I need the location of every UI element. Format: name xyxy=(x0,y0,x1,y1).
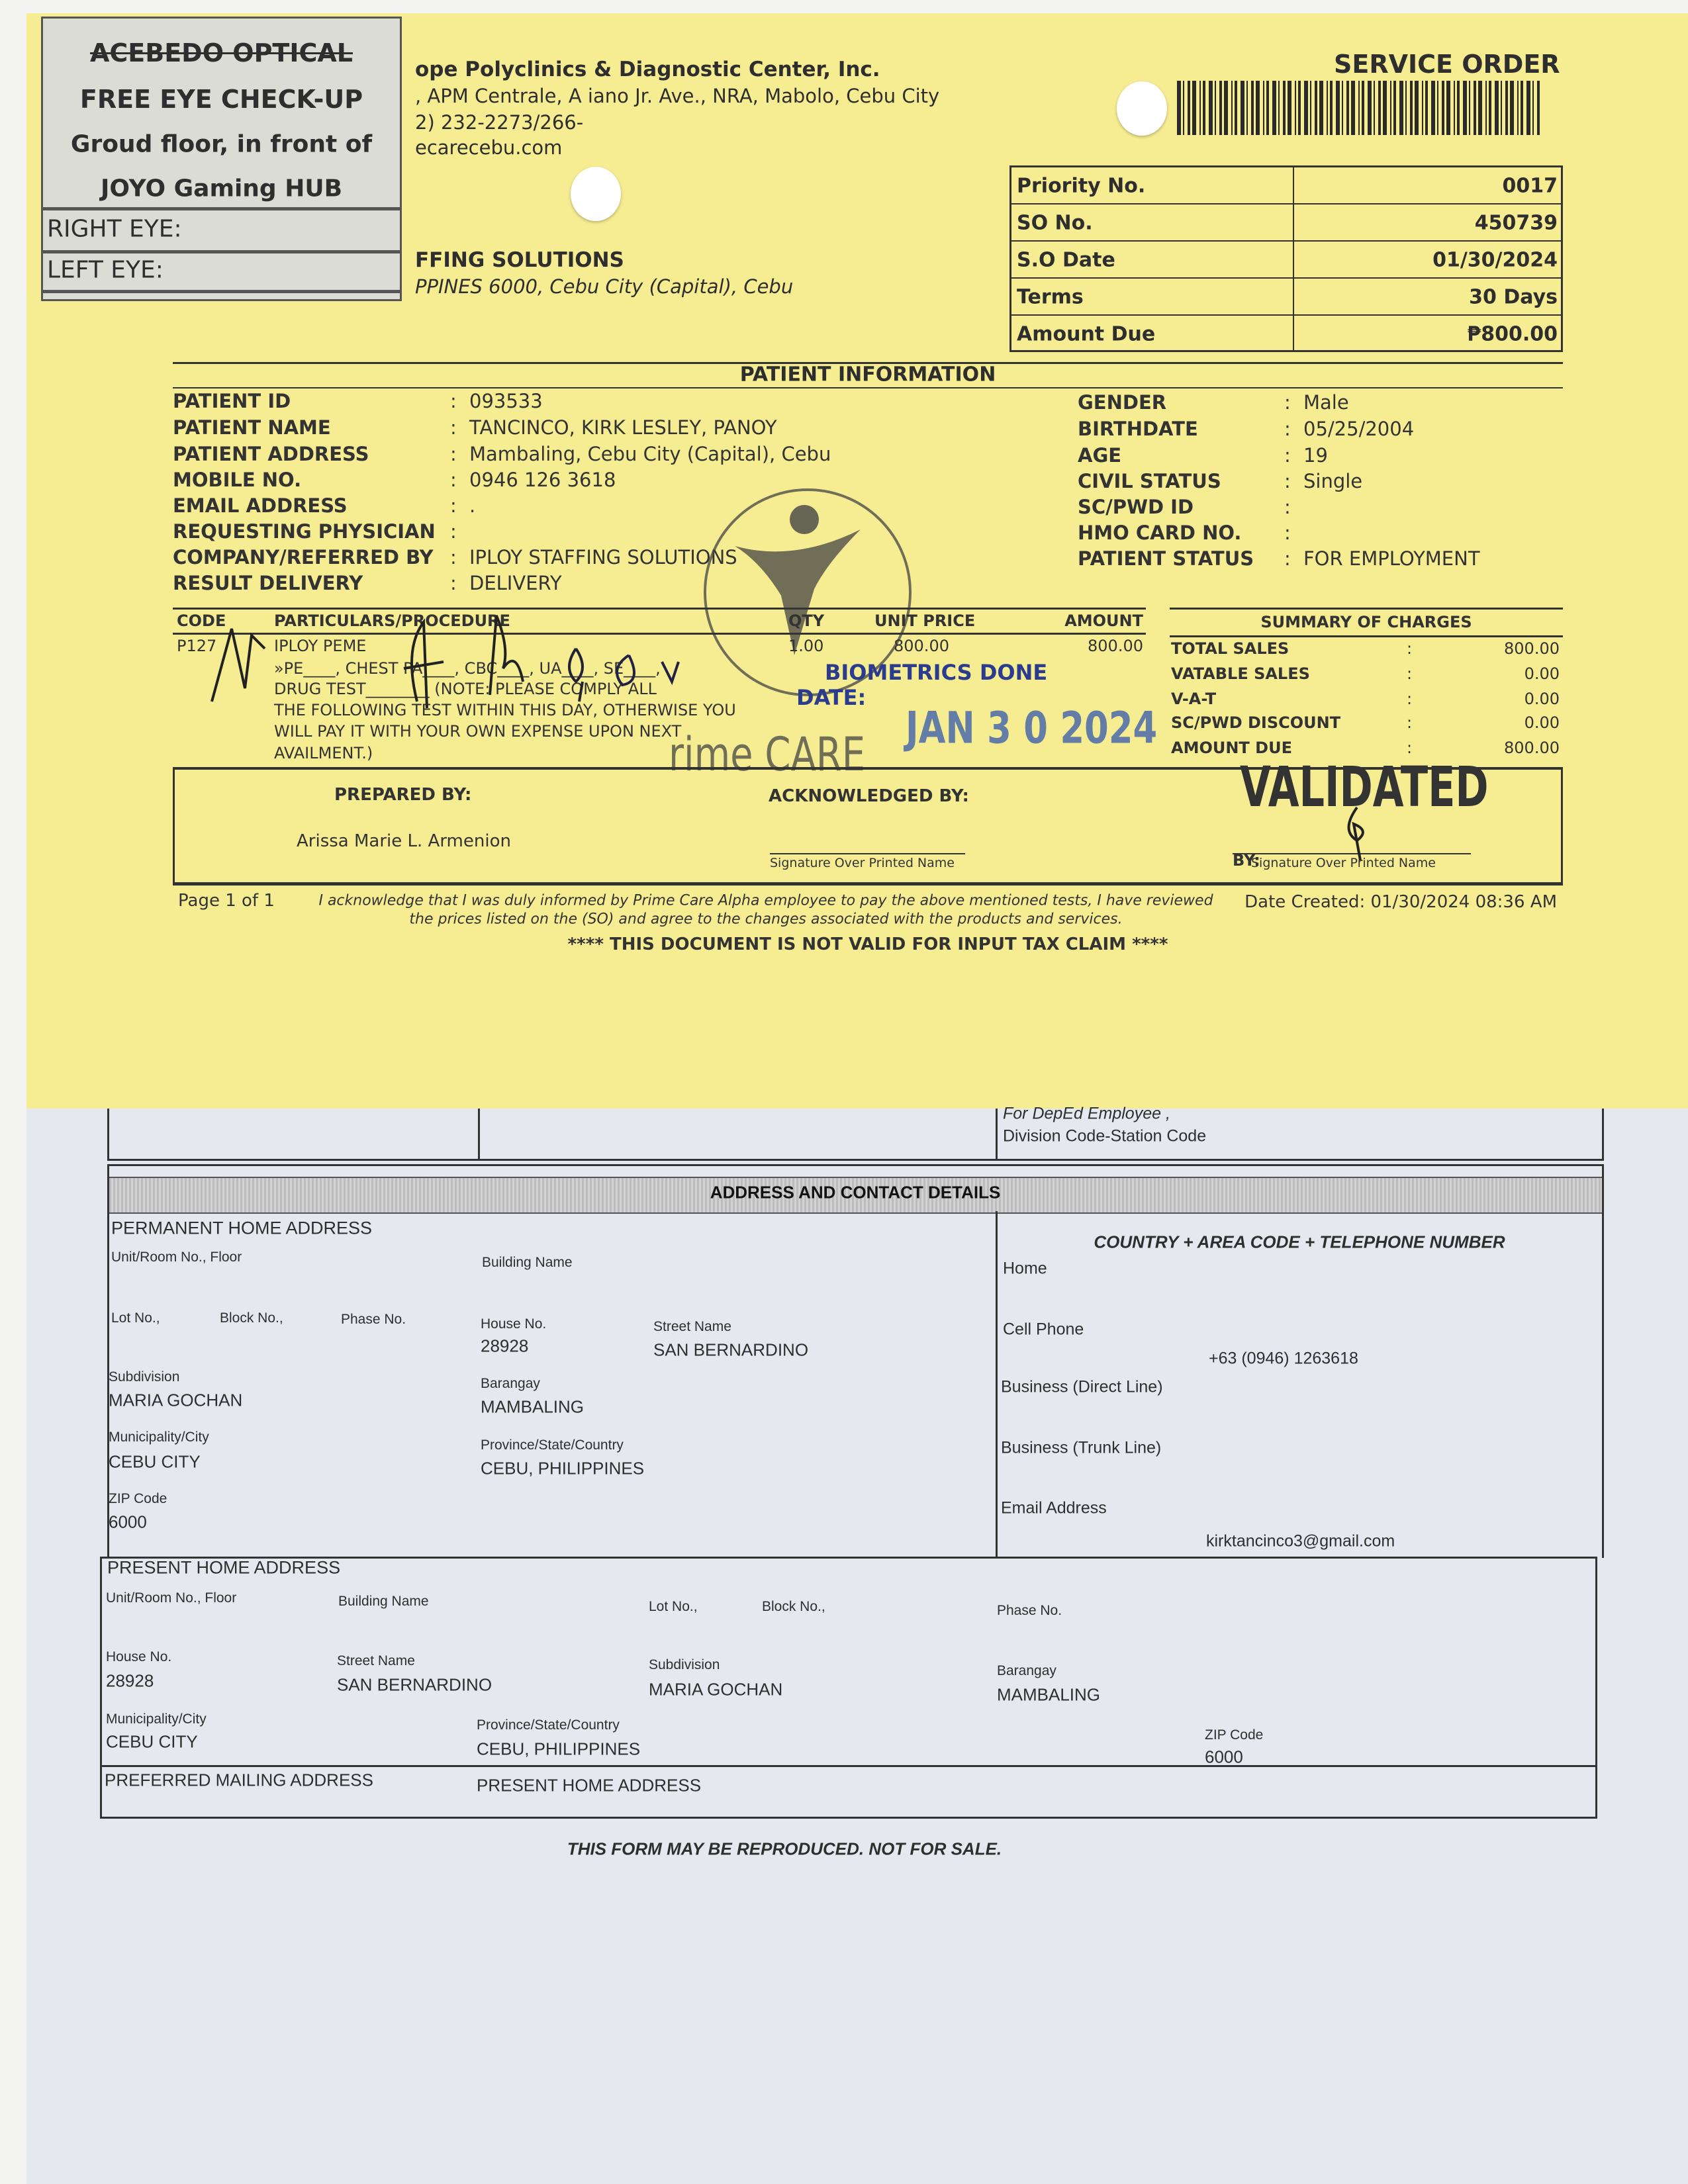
province-label: Province/State/Country xyxy=(477,1717,620,1733)
barcode-bar xyxy=(1390,81,1391,135)
amount-due-value: ₱800.00 xyxy=(1467,322,1558,346)
lot-label: Lot No., xyxy=(649,1599,698,1614)
house-value: 28928 xyxy=(106,1670,154,1691)
colon: : xyxy=(1284,547,1291,570)
colon: : xyxy=(1284,418,1291,440)
barcode-bar xyxy=(1374,81,1375,135)
zip-label: ZIP Code xyxy=(1205,1727,1264,1743)
email-address: . xyxy=(469,494,476,517)
biometrics-stamp: BIOMETRICS DONE xyxy=(825,660,1048,685)
so-no-label: SO No. xyxy=(1017,211,1093,235)
building-label: Building Name xyxy=(482,1255,573,1270)
clinic-name: ope Polyclinics & Diagnostic Center, Inc. xyxy=(415,58,880,81)
colon: : xyxy=(1284,470,1291,492)
service-order-title: SERVICE ORDER xyxy=(1334,50,1560,79)
city-value: CEBU CITY xyxy=(106,1731,198,1752)
by-label: BY: xyxy=(1233,851,1260,870)
barcode-bar xyxy=(1415,81,1419,135)
colon: : xyxy=(1407,690,1413,708)
age: 19 xyxy=(1303,444,1328,467)
col-qty: QTY xyxy=(788,612,825,630)
field-label: REQUESTING PHYSICIAN xyxy=(173,520,436,543)
barcode-bar xyxy=(1215,81,1216,135)
barcode-bar xyxy=(1383,81,1387,135)
barcode-bar xyxy=(1469,81,1470,135)
barcode-bar xyxy=(1288,81,1291,135)
prepared-by-label: PREPARED BY: xyxy=(334,785,472,805)
total-sales: 800.00 xyxy=(1504,639,1560,658)
patient-address: Mambaling, Cebu City (Capital), Cebu xyxy=(469,443,831,465)
barcode-bar xyxy=(1298,81,1301,135)
colon: : xyxy=(1407,639,1413,658)
service-order-table xyxy=(1009,165,1563,352)
barcode-bar xyxy=(1342,81,1343,135)
business-trunk-label: Business (Trunk Line) xyxy=(1001,1438,1162,1457)
barcode-bar xyxy=(1457,81,1460,135)
barcode-bar xyxy=(1495,81,1499,135)
signature-label-approver: Signature Over Printed Name xyxy=(1251,856,1436,870)
item-particulars-line: AVAILMENT.) xyxy=(274,744,373,762)
permanent-title: PERMANENT HOME ADDRESS xyxy=(111,1218,373,1238)
colon: : xyxy=(450,494,457,517)
field-label: SC/PWD ID xyxy=(1078,496,1194,518)
barcode-bar xyxy=(1304,81,1308,135)
barcode-bar xyxy=(1442,81,1444,135)
section-title: ADDRESS AND CONTACT DETAILS xyxy=(710,1182,1001,1203)
item-particulars-line: DRUG TEST________ (NOTE: PLEASE COMPLY ALL xyxy=(274,680,657,698)
street-label: Street Name xyxy=(653,1319,731,1334)
cell-phone-value: +63 (0946) 1263618 xyxy=(1209,1349,1358,1368)
barcode-bar xyxy=(1463,81,1467,135)
barcode-bar xyxy=(1362,81,1364,135)
province-value: CEBU, PHILIPPINES xyxy=(477,1739,641,1759)
barcode-bar xyxy=(1272,81,1276,135)
vat: 0.00 xyxy=(1524,690,1560,708)
page-number: Page 1 of 1 xyxy=(178,891,275,911)
barcode-bar xyxy=(1246,81,1248,135)
patient-status: FOR EMPLOYMENT xyxy=(1303,547,1480,570)
barcode-bar xyxy=(1278,81,1280,135)
barcode-bar xyxy=(1203,81,1205,135)
colon: : xyxy=(1407,713,1413,732)
building-label: Building Name xyxy=(338,1594,429,1609)
col-unit-price: UNIT PRICE xyxy=(874,612,976,630)
field-label: PATIENT NAME xyxy=(173,416,331,439)
gender: Male xyxy=(1303,391,1349,414)
field-label: COMPANY/REFERRED BY xyxy=(173,546,434,569)
field-label: PATIENT STATUS xyxy=(1078,547,1254,570)
preferred-mailing-label: PREFERRED MAILING ADDRESS xyxy=(105,1770,373,1790)
col-amount: AMOUNT xyxy=(1064,612,1143,630)
item-amount: 800.00 xyxy=(1088,637,1143,655)
optical-line2: Groud floor, in front of xyxy=(70,130,373,158)
divider xyxy=(43,290,400,293)
barcode-bar xyxy=(1235,81,1237,135)
divider xyxy=(1170,608,1563,610)
present-title: PRESENT HOME ADDRESS xyxy=(107,1557,341,1578)
col-code: CODE xyxy=(177,612,226,630)
divider xyxy=(107,1109,109,1160)
deped-label: For DepEd Employee , xyxy=(1003,1104,1170,1123)
validated-stamp: VALIDATED xyxy=(1240,754,1489,819)
subdivision-label: Subdivision xyxy=(109,1369,180,1385)
barcode-bar xyxy=(1521,81,1523,135)
barcode-bar xyxy=(1327,81,1328,135)
barcode-bar xyxy=(1393,81,1396,135)
result-delivery: DELIVERY xyxy=(469,572,562,594)
barcode-bar xyxy=(1219,81,1222,135)
barcode-bar xyxy=(1425,81,1428,135)
barcode-bar xyxy=(1183,81,1184,135)
street-value: SAN BERNARDINO xyxy=(653,1340,809,1360)
business-direct-label: Business (Direct Line) xyxy=(1001,1377,1163,1396)
barangay-value: MAMBALING xyxy=(997,1684,1101,1705)
birthdate: 05/25/2004 xyxy=(1303,418,1415,440)
summary-amount-due: 800.00 xyxy=(1504,739,1560,757)
email-label: Email Address xyxy=(1001,1498,1107,1518)
barangay-label: Barangay xyxy=(481,1376,540,1391)
province-value: CEBU, PHILIPPINES xyxy=(481,1458,645,1479)
house-label: House No. xyxy=(481,1316,547,1332)
field-label: GENDER xyxy=(1078,391,1167,414)
email-value: kirktancinco3@gmail.com xyxy=(1206,1531,1395,1551)
field-label: RESULT DELIVERY xyxy=(173,572,363,594)
client-address: PPINES 6000, Cebu City (Capital), Cebu xyxy=(415,275,794,298)
field-label: BIRTHDATE xyxy=(1078,418,1198,440)
mobile-no: 0946 126 3618 xyxy=(469,469,616,491)
barcode-bar xyxy=(1505,81,1508,135)
phase-label: Phase No. xyxy=(997,1603,1062,1618)
barcode-bar xyxy=(1177,81,1181,135)
item-unit-price: 800.00 xyxy=(894,637,949,655)
barcode-bar xyxy=(1295,81,1296,135)
barcode-bar xyxy=(1351,81,1355,135)
house-label: House No. xyxy=(106,1649,172,1664)
right-eye-label: RIGHT EYE: xyxy=(47,215,182,243)
summary-label: V-A-T xyxy=(1171,690,1217,708)
punch-hole xyxy=(1117,81,1167,136)
barcode-bar xyxy=(1526,81,1530,135)
divider xyxy=(1170,635,1563,637)
barcode-bar xyxy=(1405,81,1407,135)
item-particulars-line: »PE____, CHEST PA____, CBC____, UA____, SE____, xyxy=(274,659,661,678)
colon: : xyxy=(450,390,457,412)
field-label: EMAIL ADDRESS xyxy=(173,494,348,517)
barcode-bar xyxy=(1241,81,1244,135)
acknowledgement-line2: the prices listed on the (SO) and agree to the changes associated with the products and services. xyxy=(409,911,1123,928)
optical-line3: JOYO Gaming HUB xyxy=(100,175,343,203)
not-valid-notice: **** THIS DOCUMENT IS NOT VALID FOR INPUT TAX CLAIM **** xyxy=(567,934,1168,954)
divider xyxy=(996,1211,998,1557)
street-label: Street Name xyxy=(337,1653,415,1668)
barcode xyxy=(1177,81,1543,135)
optical-line1: FREE EYE CHECK-UP xyxy=(79,85,363,114)
colon: : xyxy=(450,469,457,491)
priority-value: 0017 xyxy=(1502,174,1558,198)
lot-label: Lot No., xyxy=(111,1310,160,1326)
colon: : xyxy=(450,520,457,543)
subdivision-label: Subdivision xyxy=(649,1657,720,1672)
patient-info-title: PATIENT INFORMATION xyxy=(739,363,996,387)
barcode-bar xyxy=(1283,81,1286,135)
field-label: CIVIL STATUS xyxy=(1078,470,1221,492)
barcode-bar xyxy=(1330,81,1333,135)
division-code-label: Division Code-Station Code xyxy=(1003,1126,1207,1146)
unit-label: Unit/Room No., Floor xyxy=(106,1590,237,1606)
colon: : xyxy=(1284,496,1291,518)
summary-label: SC/PWD DISCOUNT xyxy=(1171,713,1341,732)
terms-value: 30 Days xyxy=(1469,285,1558,309)
house-value: 28928 xyxy=(481,1336,529,1356)
barcode-bar xyxy=(1454,81,1455,135)
item-code: P127 xyxy=(177,637,217,655)
summary-title: SUMMARY OF CHARGES xyxy=(1260,613,1472,631)
barcode-bar xyxy=(1209,81,1213,135)
barcode-bar xyxy=(1224,81,1228,135)
barcode-bar xyxy=(1510,81,1514,135)
date-stamp-label: DATE: xyxy=(796,685,867,710)
barangay-value: MAMBALING xyxy=(481,1396,585,1417)
barcode-bar xyxy=(1437,81,1438,135)
barcode-bar xyxy=(1315,81,1317,135)
item-particulars-line: THE FOLLOWING TEST WITHIN THIS DAY, OTHERWISE YOU xyxy=(274,701,736,719)
so-no-value: 450739 xyxy=(1474,211,1558,235)
cell-phone-label: Cell Phone xyxy=(1003,1320,1084,1339)
handwritten-marks xyxy=(205,609,735,715)
colon: : xyxy=(450,572,457,594)
city-label: Municipality/City xyxy=(109,1430,209,1445)
barcode-bar xyxy=(1422,81,1423,135)
city-label: Municipality/City xyxy=(106,1711,207,1727)
barcode-bar xyxy=(1410,81,1413,135)
barcode-bar xyxy=(1485,81,1487,135)
signature-line xyxy=(770,853,965,854)
street-value: SAN BERNARDINO xyxy=(337,1674,492,1695)
field-label: MOBILE NO. xyxy=(173,469,302,491)
barcode-bar xyxy=(1192,81,1196,135)
field-label: PATIENT ADDRESS xyxy=(173,443,369,465)
prime-care-stamp: rime CARE xyxy=(669,727,866,782)
field-label: HMO CARD NO. xyxy=(1078,522,1242,544)
clinic-website: ecarecebu.com xyxy=(415,136,563,159)
colon: : xyxy=(1407,664,1413,683)
barcode-bar xyxy=(1310,81,1311,135)
colon: : xyxy=(1284,391,1291,414)
divider xyxy=(43,207,400,210)
barcode-bar xyxy=(1501,81,1502,135)
sc-pwd-discount: 0.00 xyxy=(1524,713,1560,732)
phase-label: Phase No. xyxy=(341,1312,406,1327)
summary-label: TOTAL SALES xyxy=(1171,639,1289,658)
unit-label: Unit/Room No., Floor xyxy=(111,1250,242,1265)
acknowledgement-line1: I acknowledge that I was duly informed by Prime Care Alpha employee to pay the above mentioned tests, I have reviewed xyxy=(318,892,1213,909)
punch-hole xyxy=(571,167,621,221)
acknowledged-by-label: ACKNOWLEDGED BY: xyxy=(769,786,969,806)
colon: : xyxy=(450,416,457,439)
divider xyxy=(107,1159,1604,1161)
client-name: FFING SOLUTIONS xyxy=(415,248,624,272)
contact-title: COUNTRY + AREA CODE + TELEPHONE NUMBER xyxy=(1094,1232,1505,1252)
barcode-bar xyxy=(1319,81,1323,135)
zip-value: 6000 xyxy=(1205,1747,1243,1767)
clinic-address: , APM Centrale, A iano Jr. Ave., NRA, Mabolo, Cebu City xyxy=(415,85,940,107)
barcode-bar xyxy=(1378,81,1381,135)
barcode-bar xyxy=(1358,81,1360,135)
colon: : xyxy=(1284,444,1291,467)
amount-due-label: Amount Due xyxy=(1017,322,1156,346)
barcode-bar xyxy=(1537,81,1540,135)
optical-sticker xyxy=(41,17,402,301)
optical-title: ACEBEDO OPTICAL xyxy=(90,38,353,68)
barcode-bar xyxy=(1336,81,1340,135)
colon: : xyxy=(1284,522,1291,544)
field-label: PATIENT ID xyxy=(173,390,291,412)
barcode-bar xyxy=(1446,81,1450,135)
divider xyxy=(173,387,1563,388)
home-phone-label: Home xyxy=(1003,1259,1047,1278)
subdivision-value: MARIA GOCHAN xyxy=(649,1679,783,1700)
civil-status: Single xyxy=(1303,470,1363,492)
field-label: AGE xyxy=(1078,444,1122,467)
barcode-bar xyxy=(1188,81,1190,135)
patient-name: TANCINCO, KIRK LESLEY, PANOY xyxy=(469,416,777,439)
col-particulars: PARTICULARS/PROCEDURE xyxy=(274,612,510,630)
priority-label: Priority No. xyxy=(1017,174,1146,198)
barangay-label: Barangay xyxy=(997,1663,1056,1678)
barcode-bar xyxy=(1489,81,1491,135)
divider xyxy=(996,1109,998,1160)
item-qty: 1.00 xyxy=(788,637,824,655)
barcode-bar xyxy=(1346,81,1349,135)
divider xyxy=(43,250,400,253)
province-label: Province/State/Country xyxy=(481,1437,624,1453)
signature-label: Signature Over Printed Name xyxy=(770,856,955,870)
barcode-bar xyxy=(1532,81,1534,135)
item-particulars-line: WILL PAY IT WITH YOUR OWN EXPENSE UPON NEXT xyxy=(274,722,682,741)
summary-label: VATABLE SALES xyxy=(1171,664,1310,683)
barcode-bar xyxy=(1431,81,1435,135)
barcode-bar xyxy=(1399,81,1403,135)
left-eye-label: LEFT EYE: xyxy=(47,256,164,284)
zip-value: 6000 xyxy=(109,1512,147,1532)
so-date-label: S.O Date xyxy=(1017,248,1115,272)
terms-label: Terms xyxy=(1017,285,1084,309)
preparer-name: Arissa Marie L. Armenion xyxy=(297,831,511,851)
item-particulars-line: IPLOY PEME xyxy=(274,637,367,655)
colon: : xyxy=(450,443,457,465)
vatable-sales: 0.00 xyxy=(1524,664,1560,683)
form-disclaimer: THIS FORM MAY BE REPRODUCED. NOT FOR SALE. xyxy=(567,1839,1002,1859)
block-label: Block No., xyxy=(762,1599,825,1614)
barcode-bar xyxy=(1256,81,1260,135)
summary-label: AMOUNT DUE xyxy=(1171,739,1292,757)
zip-label: ZIP Code xyxy=(109,1491,167,1506)
divider xyxy=(1602,1109,1604,1160)
date-stamp: JAN 3 0 2024 xyxy=(906,702,1158,754)
colon: : xyxy=(450,546,457,569)
barcode-bar xyxy=(1368,81,1372,135)
patient-id: 093533 xyxy=(469,390,543,412)
date-created: Date Created: 01/30/2024 08:36 AM xyxy=(1244,892,1557,912)
company-referred-by: IPLOY STAFFING SOLUTIONS xyxy=(469,546,737,569)
divider xyxy=(478,1109,480,1160)
city-value: CEBU CITY xyxy=(109,1451,201,1472)
divider xyxy=(100,1765,1597,1767)
barcode-bar xyxy=(1478,81,1482,135)
colon: : xyxy=(1407,739,1413,757)
barcode-bar xyxy=(1199,81,1201,135)
barcode-bar xyxy=(1251,81,1254,135)
block-label: Block No., xyxy=(220,1310,283,1326)
subdivision-value: MARIA GOCHAN xyxy=(109,1390,243,1410)
barcode-bar xyxy=(1266,81,1269,135)
barcode-bar xyxy=(1517,81,1519,135)
barcode-bar xyxy=(1263,81,1264,135)
barcode-bar xyxy=(1474,81,1476,135)
barcode-bar xyxy=(1231,81,1233,135)
so-date-value: 01/30/2024 xyxy=(1432,248,1558,272)
preferred-mailing-value: PRESENT HOME ADDRESS xyxy=(477,1775,702,1796)
approver-signature xyxy=(1337,804,1377,864)
clinic-phone: 2) 232-2273/266- xyxy=(415,111,584,134)
